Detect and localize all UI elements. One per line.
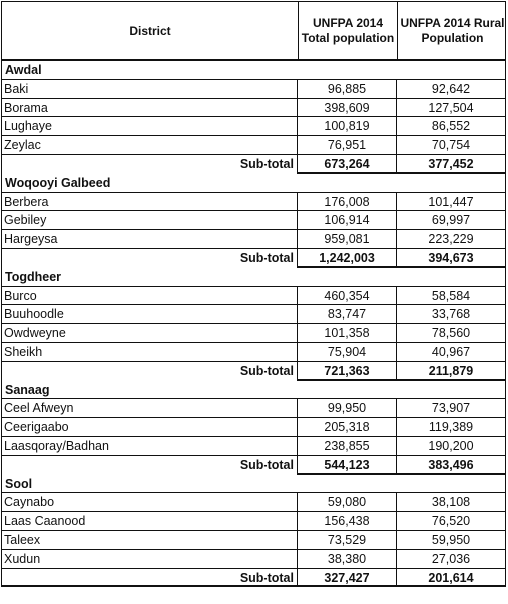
- district-rural-population: 40,967: [396, 343, 506, 362]
- district-name: Caynabo: [1, 493, 297, 512]
- district-name: Gebiley: [1, 211, 297, 230]
- district-rural-population: 86,552: [396, 117, 506, 136]
- district-total-population: 59,080: [297, 493, 396, 512]
- district-total-population: 238,855: [297, 437, 396, 456]
- district-total-population: 101,358: [297, 324, 396, 343]
- header-district: District: [129, 23, 171, 38]
- district-rural-population: 27,036: [396, 550, 506, 569]
- district-total-population: 398,609: [297, 99, 396, 118]
- district-name: Burco: [1, 287, 297, 306]
- district-name: Owdweyne: [1, 324, 297, 343]
- district-name: Taleex: [1, 531, 297, 550]
- subtotal-total-population: 1,242,003: [297, 249, 396, 268]
- district-total-population: 73,529: [297, 531, 396, 550]
- district-name: Baki: [1, 80, 297, 99]
- region-name: Togdheer: [5, 269, 62, 284]
- district-rural-population: 59,950: [396, 531, 506, 550]
- district-row: [1, 136, 506, 155]
- district-total-population: 106,914: [297, 211, 396, 230]
- subtotal-rural-population: 394,673: [396, 249, 506, 268]
- district-row: [1, 80, 506, 99]
- subtotal-rural-population: 211,879: [396, 362, 506, 381]
- district-row: [1, 287, 506, 306]
- district-total-population: 96,885: [297, 80, 396, 99]
- district-total-population: 76,951: [297, 136, 396, 155]
- subtotal-total-population: 327,427: [297, 569, 396, 588]
- subtotal-label: Sub-total: [1, 456, 297, 475]
- district-rural-population: 38,108: [396, 493, 506, 512]
- district-rural-population: 119,389: [396, 418, 506, 437]
- header-total-population: UNFPA 2014 Total population: [298, 2, 397, 59]
- district-name: Borama: [1, 99, 297, 118]
- district-row: [1, 211, 506, 230]
- subtotal-row: [1, 362, 506, 381]
- region-row: [1, 268, 506, 287]
- table-header: [1, 1, 506, 61]
- district-total-population: 100,819: [297, 117, 396, 136]
- region-name: Awdal: [5, 63, 42, 77]
- district-row: [1, 230, 506, 249]
- subtotal-total-population: 721,363: [297, 362, 396, 381]
- region-row: [1, 174, 506, 193]
- district-name: Sheikh: [1, 343, 297, 362]
- district-name: Lughaye: [1, 117, 297, 136]
- district-row: [1, 512, 506, 531]
- subtotal-row: [1, 155, 506, 174]
- district-row: [1, 437, 506, 456]
- district-name: Laas Caanood: [1, 512, 297, 531]
- district-total-population: 176,008: [297, 193, 396, 212]
- district-total-population: 99,950: [297, 399, 396, 418]
- district-row: [1, 305, 506, 324]
- district-row: [1, 493, 506, 512]
- district-name: Hargeysa: [1, 230, 297, 249]
- district-rural-population: 223,229: [396, 230, 506, 249]
- district-total-population: 83,747: [297, 305, 396, 324]
- district-row: [1, 550, 506, 569]
- region-name: Sanaag: [5, 382, 50, 397]
- district-rural-population: 69,997: [396, 211, 506, 230]
- district-rural-population: 70,754: [396, 136, 506, 155]
- region-name: Woqooyi Galbeed: [5, 175, 111, 190]
- district-row: [1, 399, 506, 418]
- district-rural-population: 190,200: [396, 437, 506, 456]
- district-rural-population: 73,907: [396, 399, 506, 418]
- header-rural-population: UNFPA 2014 Rural Population: [397, 2, 507, 59]
- district-name: Ceel Afweyn: [1, 399, 297, 418]
- district-row: [1, 99, 506, 118]
- district-rural-population: 58,584: [396, 287, 506, 306]
- district-total-population: 460,354: [297, 287, 396, 306]
- subtotal-rural-population: 201,614: [396, 569, 506, 588]
- subtotal-rural-population: 377,452: [396, 155, 506, 174]
- region-row: [1, 381, 506, 400]
- district-rural-population: 127,504: [396, 99, 506, 118]
- district-row: [1, 531, 506, 550]
- district-name: Buuhoodle: [1, 305, 297, 324]
- district-total-population: 38,380: [297, 550, 396, 569]
- table-body: [1, 61, 506, 587]
- subtotal-total-population: 673,264: [297, 155, 396, 174]
- district-row: [1, 343, 506, 362]
- district-name: Laasqoray/Badhan: [1, 437, 297, 456]
- district-rural-population: 92,642: [396, 80, 506, 99]
- subtotal-row: [1, 249, 506, 268]
- district-name: Berbera: [1, 193, 297, 212]
- district-row: [1, 193, 506, 212]
- district-name: Ceerigaabo: [1, 418, 297, 437]
- region-name: Sool: [5, 476, 33, 491]
- district-total-population: 75,904: [297, 343, 396, 362]
- district-rural-population: 101,447: [396, 193, 506, 212]
- subtotal-label: Sub-total: [1, 362, 297, 381]
- district-total-population: 959,081: [297, 230, 396, 249]
- subtotal-total-population: 544,123: [297, 456, 396, 475]
- district-row: [1, 324, 506, 343]
- region-row: [1, 475, 506, 494]
- region-row: [1, 61, 506, 80]
- district-rural-population: 33,768: [396, 305, 506, 324]
- population-table: [1, 1, 506, 587]
- subtotal-rural-population: 383,496: [396, 456, 506, 475]
- district-total-population: 156,438: [297, 512, 396, 531]
- district-total-population: 205,318: [297, 418, 396, 437]
- subtotal-label: Sub-total: [1, 569, 297, 588]
- district-name: Zeylac: [1, 136, 297, 155]
- district-rural-population: 78,560: [396, 324, 506, 343]
- subtotal-row: [1, 569, 506, 588]
- district-name: Xudun: [1, 550, 297, 569]
- subtotal-label: Sub-total: [1, 155, 297, 174]
- subtotal-label: Sub-total: [1, 249, 297, 268]
- district-row: [1, 418, 506, 437]
- district-row: [1, 117, 506, 136]
- district-rural-population: 76,520: [396, 512, 506, 531]
- subtotal-row: [1, 456, 506, 475]
